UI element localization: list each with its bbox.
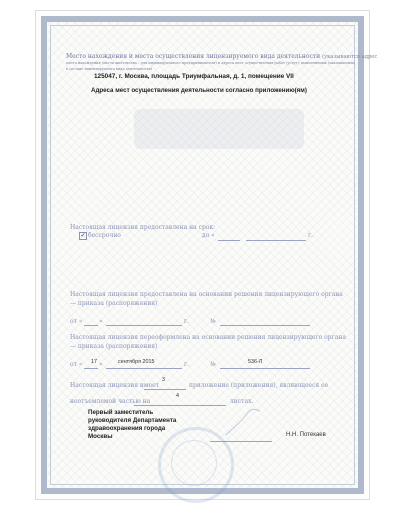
term-until: до «	[202, 232, 215, 239]
grant-day-line	[84, 325, 98, 326]
reissue-month-year: сентября 2015	[118, 359, 155, 365]
reissue-number: 536-Л	[248, 359, 263, 365]
signatory-line-1: Первый заместитель	[88, 409, 154, 416]
signatory-line-4: Москвы	[88, 433, 113, 440]
reissue-number-label: №	[210, 361, 216, 368]
reissue-month-line	[106, 368, 182, 369]
grant-close: »	[99, 318, 103, 325]
grant-year-suffix: г.	[184, 318, 190, 325]
appendix-after: приложение (приложения), являющееся ее	[189, 382, 329, 389]
reissue-close: »	[99, 361, 103, 368]
signatory-line-2: руководителя Департамента	[88, 417, 177, 424]
frame-inner-border	[50, 25, 355, 485]
appendix-label-2: неотъемлемой частью на	[70, 398, 151, 405]
grant-number-line	[220, 325, 310, 326]
header-title	[66, 53, 377, 60]
appendix-sheets: 4	[176, 393, 179, 399]
grant-number-label: №	[210, 318, 216, 325]
reissue-number-line	[220, 368, 310, 369]
grant-month-line	[106, 325, 182, 326]
reissue-day: 17	[91, 359, 97, 365]
term-checkbox: ✓	[80, 232, 86, 239]
appendix-count-line	[144, 389, 186, 390]
reissue-year-suffix: г.	[184, 361, 190, 368]
reissue-from: от «	[70, 361, 83, 368]
appendix-sheets-line	[134, 405, 226, 406]
official-seal	[158, 427, 234, 503]
term-day-line	[218, 240, 240, 241]
term-option: бессрочно	[88, 232, 121, 239]
reissue-day-line	[84, 368, 98, 369]
reissue-label: Настоящая лицензия переоформлена на основании решения лицензирующего органа	[70, 334, 346, 341]
license-page	[36, 11, 378, 499]
appendix-label: Настоящая лицензия имеет	[70, 382, 160, 389]
grant-label: Настоящая лицензия предоставлена на основании решения лицензирующего органа	[70, 291, 343, 298]
term-label: Настоящая лицензия предоставлена на срок:	[70, 224, 216, 231]
term-year: г.	[308, 232, 314, 239]
header-title-small: (указываются адрес	[322, 54, 378, 60]
header-title-bold: Место нахождения и места осуществления лицензируемого вида деятельности	[66, 53, 321, 60]
header-sub-line-1: места нахождения (места жительства – для индивидуального предпринимателя) и адреса мест осуществления работ (услуг), выполняемых (оказываемых)	[66, 61, 356, 65]
address-note: Адреса мест осуществления деятельности согласно приложению(ям)	[91, 87, 307, 94]
grant-from: от «	[70, 318, 83, 325]
reissue-label-2: — приказа (распоряжения)	[70, 343, 158, 350]
appendix-count: 3	[162, 377, 165, 383]
appendix-sheets-after: листах.	[230, 398, 254, 405]
grant-label-2: — приказа (распоряжения)	[70, 300, 158, 307]
watermark	[134, 109, 304, 149]
address: 125047, г. Москва, площадь Триумфальная, д. 1, помещение VII	[94, 73, 294, 80]
term-month-line	[246, 240, 306, 241]
signatory-name: Н.Н. Потекаев	[286, 432, 326, 438]
signatory-line-3: здравоохранения города	[88, 425, 166, 432]
header-sub-line-2: в составе лицензируемого вида деятельности)	[66, 67, 153, 71]
signature-mark	[224, 405, 264, 439]
